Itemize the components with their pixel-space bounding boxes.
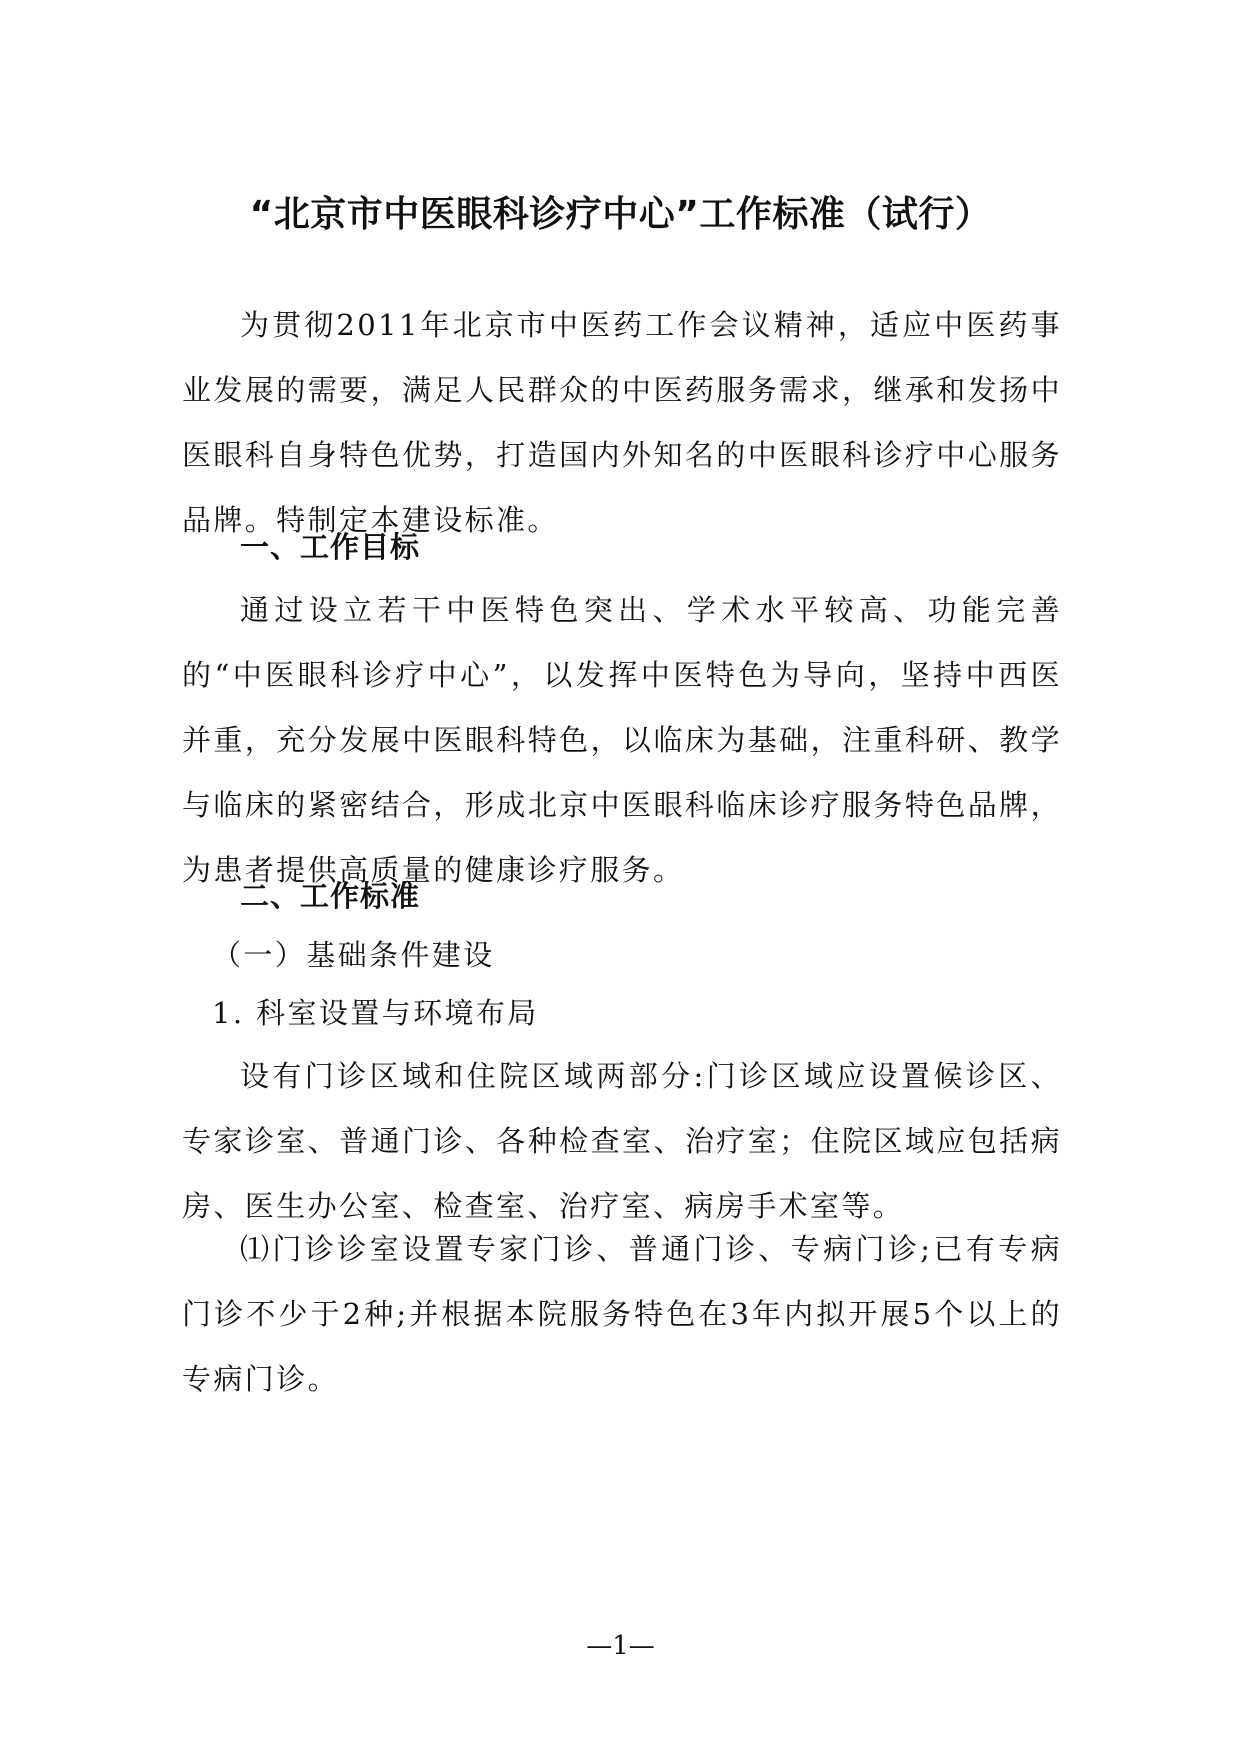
department-setup-paragraph: 设有门诊区域和住院区域两部分:门诊区域应设置候诊区、专家诊室、普通门诊、各种检查室、治疗室；住院区域应包括病房、医生办公室、检查室、治疗室、病房手术室等。 [182, 1059, 1062, 1223]
document-title: “北京市中医眼科诊疗中心”工作标准（试行） [249, 194, 992, 235]
subheading-basic-conditions: （一）基础条件建设 [212, 938, 495, 972]
section-heading-goals: 一、工作目标 [240, 530, 421, 564]
item-department-setup: 1. 科室设置与环境布局 [212, 996, 539, 1030]
section-heading-standards: 二、工作标准 [240, 879, 421, 913]
outpatient-paragraph: ⑴门诊诊室设置专家门诊、普通门诊、专病门诊;已有专病门诊不少于2种;并根据本院服务特色在3年内拟开展5个以上的专病门诊。 [182, 1232, 1062, 1396]
page-number: —1— [586, 1631, 655, 1661]
intro-paragraph: 为贯彻2011年北京市中医药工作会议精神，适应中医药事业发展的需要，满足人民群众的中医药服务需求，继承和发扬中医眼科自身特色优势，打造国内外知名的中医眼科诊疗中心服务品牌。特制定本建设标准。 [182, 308, 1062, 537]
goals-paragraph: 通过设立若干中医特色突出、学术水平较高、功能完善的“中医眼科诊疗中心”，以发挥中医特色为导向，坚持中西医并重，充分发展中医眼科特色，以临床为基础，注重科研、教学与临床的紧密结合，形成北京中医眼科临床诊疗服务特色品牌，为患者提供高质量的健康诊疗服务。 [182, 593, 1062, 887]
